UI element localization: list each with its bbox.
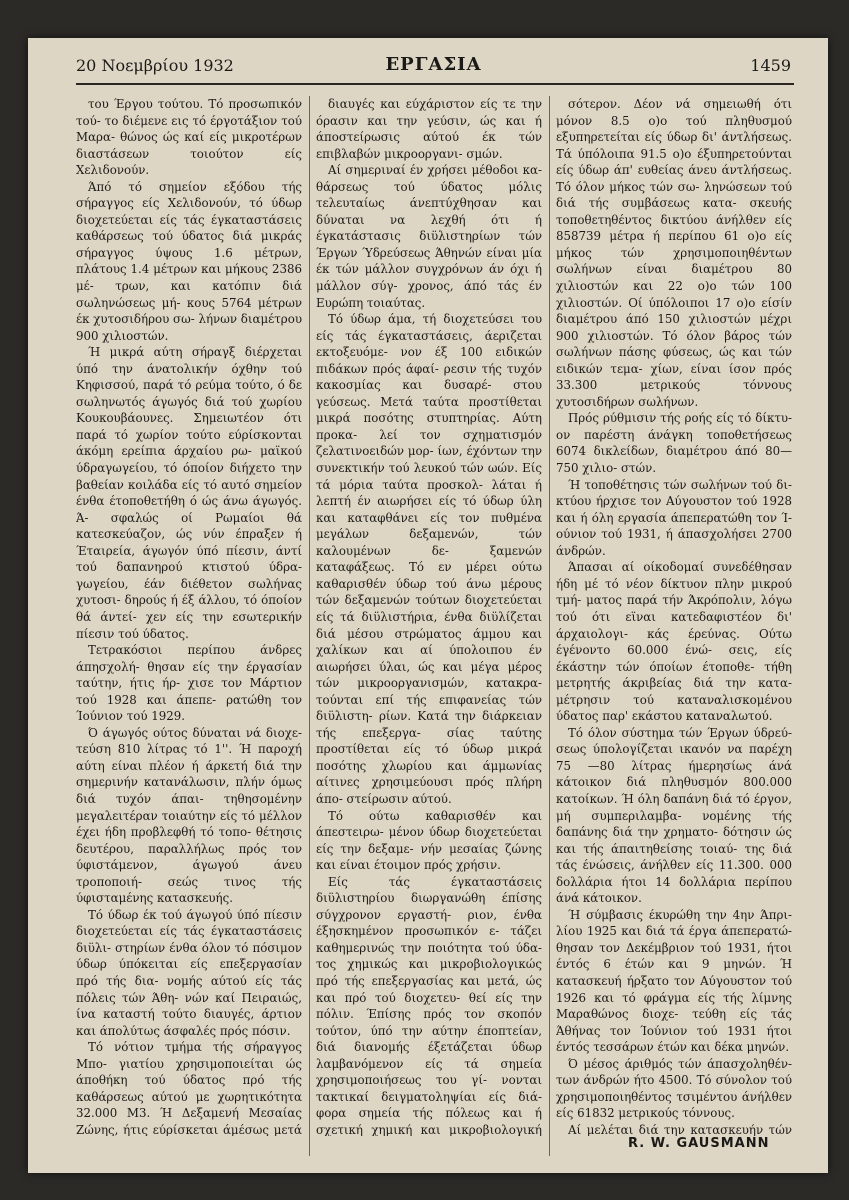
- paragraph: Ή μικρά αύτη σήραγξ διέρχεται ύπό την άνατολικήν όχθην τού Κηφισσού, παρά τό ρεύμα τούτο, ό δε σωληνωτός άγωγός διά τού χωρίου Κουκουβάουνες. Σημειωτέον ότι παρά τό χωρίον τούτο εύρίσκονται άκόμη ερείπια άρχαίου ρω- μαϊκού ύδραγωγείου, τό όποίον διήχετο την βαθείαν κοιλάδα είς τό αυτό σημείον ένθα έτοποθετήθη ό ώς άνω άγωγός. Ά- σφαλώς οί Ρωμαίοι θά κατεσκεύαζον, ώς νύν έπραξεν ή Έταιρεία, άγωγόν ύπό πίεσιν, άντί τού δαπανηρού κτιστού ύδρα- γωγείου, έάν διέθετον σωλήνας χυτοσι- δηρούς ή έξ άλλου, τό όποίον θά άντεί- χεν είς την εσωτερικήν πίεσιν τού ύδατος.: [76, 345, 302, 641]
- paragraph: Ό άγωγός ούτος δύναται νά διοχε- τεύση 810 λίτρας τό 1''. Ή παροχή αύτη είναι πλέον ή άρκετή διά την σημερινήν κατανάλωσιν, πλήν όμως διά τυχόν άπαι- τηθησομένην μεγαλειτέραν τοιαύτην είς τό μέλλον έχει ήδη προβλεφθή τό τοπο- θέτησις δευτέρου, παραλλήλως πρός τον ύφιστάμενον, άγωγού άνευ τροποποιή- σεώς τινος τής ύφισταμένης κατασκευής.: [76, 725, 302, 906]
- author-signature: R. W. GAUSMANN: [628, 1136, 770, 1151]
- page-number: 1459: [750, 56, 791, 75]
- paragraph: Τετρακόσιοι περίπου άνδρες άπησχολή- θησαν είς την έργασίαν ταύτην, ήτις ήρ- χισε τον Μάρτιον τού 1928 και άπεπε- ρατώθη τον Ίούνιον τού 1929.: [76, 643, 302, 724]
- paragraph: Πρός ρύθμισιν τής ροής είς τό δίκτυ- ον παρέστη άνάγκη τοποθετήσεως 6074 δικλείδων, διαμέτρου άπό 80—750 χιλιο- στών.: [556, 411, 792, 476]
- paragraph: διαυγές και εύχάριστον είς τε την όρασιν και την γεύσιν, ώς και ή άποστείρωσις αύτού έκ τών επιβλαβών μικροοργανι- σμών.: [316, 97, 542, 161]
- column-separator: [549, 96, 550, 1156]
- paragraph: του Έργου τούτου. Τό προσωπικόν τού- το διέμενε εις τό έργοτάξιον τού Μαρα- θώνος ώς καί είς μικροτέρων διαστάσεων τοιούτον είς Χελιδονούν.: [76, 97, 302, 178]
- journal-page: [28, 38, 828, 1173]
- paragraph: Αί μελέται διά την κατασκευήν τών: [568, 1122, 792, 1136]
- paragraph: σότερον. Δέον νά σημειωθή ότι μόνον 8.5 ο)ο τού πληθυσμού εξυπηρετείται είς ύδωρ δι' άντλήσεως. Τά ύπόλοιπα 91.5 ο)ο έξυπηρετούνται είς ύδωρ άπ' ευθείας άνευ άντλήσεως. Τό όλον μήκος τών σω- ληνώσεων τού διά τής συμβάσεως κατα- σκευής τοποθετηθέντος δικτύου άνήλθεν είς 858739 μέτρα ή περίπου 61 ο)ο είς μήκος τών χρησιμοποιηθέντων σωλήνων είναι διαμέτρου 80 χιλιοστών και 22 ο)ο τών 100 χιλιοστών. Οί ύπόλοιποι 17 ο)ο είσίν διαμέτρου άπό 150 χιλιοστών μέχρι 900 χιλιοστών. Τό όλον βάρος τών σωλήνων πάσης φύσεως, ώς και τών ειδικών τεμα- χίων, είναι ίσον πρός 33.300 μετρικούς τόννους χυτοσιδήρων σωλήνων.: [556, 97, 792, 409]
- paragraph: Ή τοποθέτησις τών σωλήνων τού δι- κτύου ήρχισε τον Αύγουστον τού 1928 και ή όλη εργασία άπεπερατώθη τον Ί- ούνιον τού 1931, ή άπασχολήσει 2700 άνδρών.: [556, 477, 792, 558]
- paragraph: Τό όλον σύστημα τών Έργων ύδρεύ- σεως ύπολογίζεται ικανόν να παρέχη 75 —80 λίτρας ήμερησίως άνά κάτοικον διά πληθυσμόν 800.000 κατοίκων. Ή όλη δαπάνη διά τό έργον, μή συμπεριλαμβα- νομένης τής δαπάνης διά την χρηματο- δότησιν ώς και τής άπαιτηθείσης τοιαύ- της διά τάς ένώσεις, άνήλθεν είς 11.300. 000 δολλάρια ήτοι 14 δολλάρια περίπου άνά κάτοικον.: [556, 725, 792, 906]
- paragraph: Είς τάς έγκαταστάσεις διϋλιστηρίου διωργανώθη έπίσης σύγχρονον εργαστή- ριον, ένθα έξησκημένον προσωπικόν ε- τάζει καθημερινώς την ποιότητα τού ύδα- τος χημικώς και μικροβιολογικώς πρό τής επεξεργασίας και μετά, ώς και πρό τού διοχετευ- θεί είς την πόλιν. Έπίσης πρός τον σκοπόν τούτον, ύπό την αύτην έποπτείαν, διά διανομής έξετάζεται ύδωρ λαμβανόμενον είς τά σημεία χρησιμοποιήσεως του γί- νονται τακτικαί δειγματοληψίαι είς διά- φορα σημεία τής πόλεως και ή σχετική χημική και μικροβιολογική: [316, 874, 542, 1136]
- paragraph: Αί σημεριναί έν χρήσει μέθοδοι κα- θάρσεως τού ύδατος μόλις τελευταίως άνεπτύχθησαν και δύναται να λεχθή ότι ή έγκατάστασις διϋλιστηρίων τών Έργων Ύδρεύσεως Άθηνών είναι μία έκ τών μάλλον συγχρόνων άν όχι ή μάλλον σύγ- χρονος, άπό τάς έν Ευρώπη τοιαύτας.: [316, 163, 542, 310]
- journal-title: ΕΡΓΑΣΙΑ: [385, 54, 482, 75]
- column-separator: [309, 96, 310, 1156]
- paragraph: Τό ύδωρ άμα, τή διοχετεύσει του είς τάς έγκαταστάσεις, άεριζεται εκτοξευόμε- νον έξ 100 ειδικών πιδάκων πρός άφαί- ρεσιν τής τυχόν κακοσμίας και δυσαρέ- στου γεύσεως. Μετά ταύτα προστίθεται μικρά ποσότης στυπτηρίας. Αύτη προκα- λεί τον σχηματισμόν ζελατινοειδών μορ- ίων, έχόντων την συνεκτικήν τού λευκού τών ωών. Είς τά μόρια ταύτα προσκολ- λάται ή λεπτή έν αιωρήσει είς τό ύδωρ ύλη και καταφθάνει είς τον πυθμένα μεγάλων δεξαμενών, τών καλουμένων δε- ξαμενών καταφάξεως. Τό εν μέρει ούτω καθαρισθέν ύδωρ τού άνω μέρους τών δεξαμενών τούτων διοχετεύεται είς τά διϋλιστήρια, ένθα διϋλίζεται διά μέσου στρώματος άμμου και χαλίκων και αί ύπολοιπου έν αιωρήσει ύλαι, ώς και μέγα μέρος τών μικροοργανισμών, κατακρα- τούνται επί τής επιφανείας τών διϋλιστη- ρίων. Κατά την διάρκειαν τής επεξεργα- σίας ταύτης προστίθεται είς τό ύδωρ μικρά ποσότης χλωρίου και άμμωνίας αίτινες χρησιμεύουσι πρός πλήρη άπο- στείρωσιν αύτού.: [316, 312, 542, 806]
- paragraph: Άπό τό σημείον εξόδου τής σήραγγος είς Χελιδονούν, τό ύδωρ διοχετεύεται είς τάς έγκαταστάσεις καθάρσεως τού ύδατος διά μικράς σήραγγος ύψους 1.6 μέτρων, πλάτους 1.4 μέτρων και μήκους 2386 μέ- τρων, και κατόπιν διά σωληνώσεως μή- κους 5764 μέτρων έκ χυτοσιδήρου σω- λήνων διαμέτρου 900 χιλιοστών.: [76, 179, 302, 343]
- text-column-1: [76, 96, 302, 1136]
- issue-date: 20 Νοεμβρίου 1932: [76, 56, 234, 75]
- text-column-3: [556, 96, 792, 1136]
- paragraph: Ό μέσος άριθμός τών άπασχοληθέν- των άνδρών ήτο 4500. Τό σύνολον τού χρησιμοποιηθέντος τσιμέντου άνήλθεν είς 61832 μετρικούς τόννους.: [556, 1056, 792, 1121]
- header-rule: [76, 83, 794, 85]
- paragraph: Τό ύδωρ έκ τού άγωγού ύπό πίεσιν διοχετεύεται είς τάς έγκαταστάσεις διϋλι- στηρίων ένθα όλον τό πόσιμον ύδωρ ύπόκειται είς επεξεργασίαν πρό τής δια- νομής αύτού είς τάς πόλεις τών Άθη- νών καί Πειραιώς, ίνα καταστή τούτο διαυγές, άρτιον και άπολύτως άσφαλές πρός πόσιν.: [76, 907, 302, 1038]
- page-header: [76, 56, 791, 80]
- paragraph: Τό ούτω καθαρισθέν και άπεστειρω- μένον ύδωρ διοχετεύεται είς την δεξαμε- νήν μεσαίας ζώνης και είναι έτοιμον πρός χρήσιν.: [316, 808, 542, 873]
- text-column-2: [316, 96, 542, 1136]
- paragraph: Ή σύμβασις έκυρώθη την 4ην Άπρι- λίου 1925 και διά τά έργα άπεπερατώ- θησαν τον Δεκέμβριον τού 1931, ήτοι έντός 6 έτών και 9 μηνών. Ή κατασκευή ήρξατο τον Αύγουστον τού 1926 και τό φράγμα είς τής λίμνης Μαραθώνος διοχε- τεύθη είς τάς Άθήνας τον Ίούνιον τού 1931 ήτοι έντός τεσσάρων έτών και δέκα μηνών.: [556, 907, 792, 1055]
- paragraph: Τό νότιον τμήμα τής σήραγγος Μπο- γιατίου χρησιμοποιείται ώς άποθήκη τού ύδατος πρό τής καθάρσεως αύτού με χωρητικότητα 32.000 Μ3. Ή Δεξαμενή Μεσαίας Ζώνης, ήτις εύρίσκεται άμέσως μετά: [76, 1040, 302, 1136]
- paragraph: Άπασαι αί οίκοδομαί συνεδέθησαν ήδη μέ τό νέον δίκτυον πλην μικρού τμή- ματος παρά τήν Άκρόπολιν, λόγω τού ότι εϊναι κατεδαφιστέον δι' άρχαιολογι- κάς έρεύνας. Ούτω έγένοντο 60.000 ένώ- σεις, είς έκάστην τών όποίων έτοποθε- τήθη μετρητής άκριβείας διά την κατα- μέτρησιν τού καταναλισκομένου ύδατος παρ' εκάστου καταναλωτού.: [556, 560, 792, 724]
